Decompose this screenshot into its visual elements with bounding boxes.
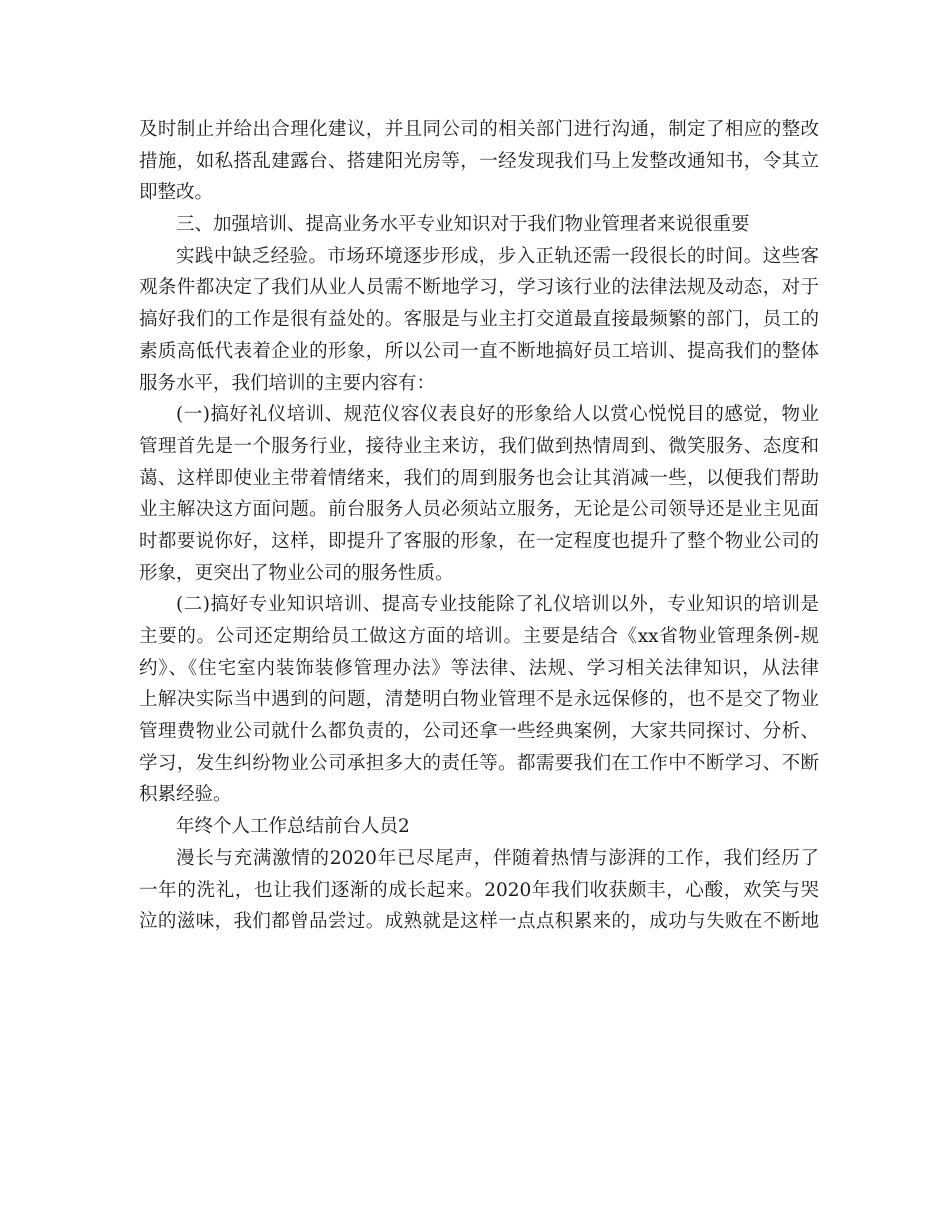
text-line: 泣的滋味，我们都曾品尝过。成熟就是这样一点点积累来的，成功与失败在不断地	[139, 911, 819, 933]
text-line: 业主解决这方面问题。前台服务人员必须站立服务，无论是公司领导还是业主见面	[139, 499, 819, 521]
text-line: 蔼、这样即使业主带着情绪来，我们的周到服务也会让其消减一些，以便我们帮助	[139, 467, 819, 489]
text-line: (二)搞好专业知识培训、提高专业技能除了礼仪培训以外，专业知识的培训是	[176, 594, 819, 616]
text-line: 时都要说你好，这样，即提升了客服的形象，在一定程度也提升了整个物业公司的	[139, 530, 819, 552]
paragraph	[139, 399, 819, 589]
text-line: 措施，如私搭乱建露台、搭建阳光房等，一经发现我们马上发整改通知书，令其立	[139, 150, 819, 172]
text-line: 积累经验。	[139, 784, 232, 806]
paragraph	[139, 843, 819, 938]
paragraph	[139, 241, 819, 399]
text-line: 实践中缺乏经验。市场环境逐步形成，步入正轨还需一段很长的时间。这些客	[176, 245, 819, 267]
section-heading	[139, 209, 819, 241]
text-line: 管理费物业公司就什么都负责的，公司还拿一些经典案例，大家共同探讨、分析、	[139, 721, 819, 743]
section-heading	[139, 811, 819, 843]
text-line: 管理首先是一个服务行业，接待业主来访，我们做到热情周到、微笑服务、态度和	[139, 435, 819, 457]
text-line: 漫长与充满激情的2020年已尽尾声，伴随着热情与澎湃的工作，我们经历了	[176, 847, 819, 869]
paragraph	[139, 589, 819, 811]
text-line: 年终个人工作总结前台人员2	[176, 816, 410, 838]
text-line: 观条件都决定了我们从业人员需不断地学习，学习该行业的法律法规及动态，对于	[139, 277, 819, 299]
document-body	[139, 114, 819, 938]
text-line: 约》、《住宅室内装饰装修管理办法》等法律、法规、学习相关法律知识，从法律	[139, 657, 819, 679]
text-line: 素质高低代表着企业的形象，所以公司一直不断地搞好员工培训、提高我们的整体	[139, 340, 819, 362]
text-line: 服务水平，我们培训的主要内容有：	[139, 372, 436, 394]
text-line: 上解决实际当中遇到的问题，清楚明白物业管理不是永远保修的，也不是交了物业	[139, 689, 819, 711]
text-line: 形象，更突出了物业公司的服务性质。	[139, 562, 454, 584]
text-line: 搞好我们的工作是很有益处的。客服是与业主打交道最直接最频繁的部门，员工的	[139, 309, 819, 331]
text-line: 一年的洗礼，也让我们逐渐的成长起来。2020年我们收获颇丰，心酸，欢笑与哭	[139, 879, 819, 901]
text-line: 及时制止并给出合理化建议，并且同公司的相关部门进行沟通，制定了相应的整改	[139, 119, 819, 140]
paragraph	[139, 114, 819, 209]
text-line: 三、加强培训、提高业务水平专业知识对于我们物业管理者来说很重要	[176, 214, 750, 236]
text-line: 学习，发生纠纷物业公司承担多大的责任等。都需要我们在工作中不断学习、不断	[139, 752, 819, 774]
text-line: 即整改。	[139, 182, 214, 204]
text-line: (一)搞好礼仪培训、规范仪容仪表良好的形象给人以赏心悦悦目的感觉，物业	[176, 404, 819, 426]
text-line: 主要的。公司还定期给员工做这方面的培训。主要是结合《xx省物业管理条例-规	[139, 626, 819, 647]
